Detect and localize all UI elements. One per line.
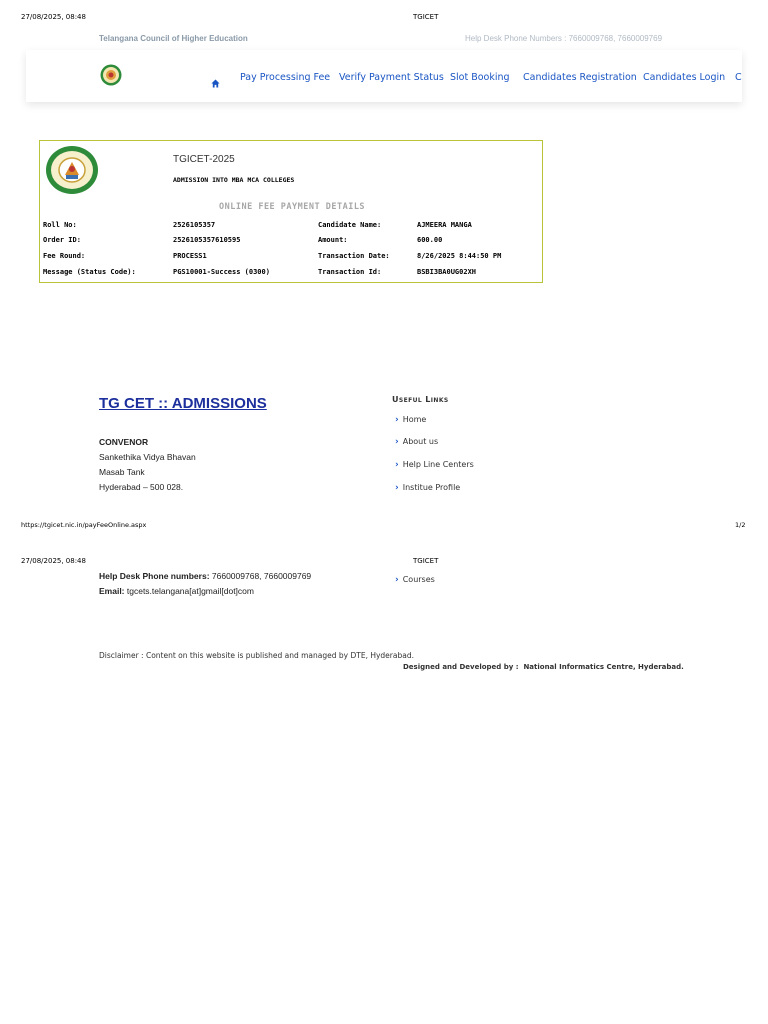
home-icon[interactable] <box>211 73 220 92</box>
label-candidate-name: Candidate Name: <box>318 221 382 229</box>
footer-link-institue-profile[interactable] <box>395 483 460 493</box>
value-order-id: 2526105357610595 <box>173 236 241 244</box>
value-transaction-date: 8/26/2025 8:44:50 PM <box>417 252 502 260</box>
chevron-right-icon: › <box>395 483 399 493</box>
convenor-label: CONVENOR <box>99 437 149 447</box>
value-status-message: PGS10001-Success (0300) <box>173 268 270 276</box>
print-title-page2: TGICET <box>413 557 439 565</box>
value-roll-no: 2526105357 <box>173 221 216 229</box>
useful-links-title: Useful Links <box>392 395 449 404</box>
email-value: tgcets.telangana[at]gmail[dot]com <box>124 586 254 596</box>
label-order-id: Order ID: <box>43 236 81 244</box>
nav-more-truncated[interactable]: C <box>735 72 742 83</box>
designed-by <box>403 663 684 671</box>
footer-brand-link[interactable]: TG CET :: ADMISSIONS <box>99 395 267 412</box>
chevron-right-icon: › <box>395 460 399 470</box>
designed-by-value[interactable]: National Informatics Centre, Hyderabad. <box>523 663 684 671</box>
helpdesk-label: Help Desk Phone numbers: <box>99 571 210 581</box>
label-transaction-id: Transaction Id: <box>318 268 382 276</box>
nav-slot-booking[interactable]: Slot Booking <box>450 72 510 83</box>
tgche-logo[interactable] <box>100 64 122 86</box>
print-datetime-page2: 27/08/2025, 08:48 <box>21 557 86 565</box>
chevron-right-icon: › <box>395 437 399 447</box>
label-roll-no: Roll No: <box>43 221 77 229</box>
footer-link-home[interactable] <box>395 415 426 425</box>
footer-link-helpline[interactable] <box>395 460 474 470</box>
designed-by-label: Designed and Developed by : <box>403 663 519 671</box>
footer-helpdesk <box>99 571 311 581</box>
nav-pay-processing-fee[interactable]: Pay Processing Fee <box>240 72 331 83</box>
helpdesk-numbers: Help Desk Phone Numbers : 7660009768, 7660009769 <box>465 34 663 43</box>
address-line-3: Hyderabad – 500 028. <box>99 482 184 492</box>
disclaimer-text: Disclaimer : Content on this website is published and managed by DTE, Hyderabad. <box>99 651 414 660</box>
footer-link-about[interactable] <box>395 437 438 447</box>
address-line-1: Sankethika Vidya Bhavan <box>99 452 196 462</box>
print-title: TGICET <box>413 13 439 21</box>
print-url: https://tgicet.nic.in/payFeeOnline.aspx <box>21 521 147 529</box>
footer-link-about-label: About us <box>402 437 439 446</box>
footer-link-courses-label: Courses <box>402 575 435 584</box>
chevron-right-icon: › <box>395 575 399 585</box>
label-status-message: Message (Status Code): <box>43 268 136 276</box>
value-fee-round: PROCESS1 <box>173 252 207 260</box>
nav-candidates-registration[interactable]: Candidates Registration <box>523 72 637 83</box>
admission-subtitle: ADMISSION INTO MBA MCA COLLEGES <box>173 176 295 184</box>
tgche-seal-logo <box>45 145 99 195</box>
print-page-number: 1/2 <box>735 521 746 529</box>
value-amount: 600.00 <box>417 236 443 244</box>
print-datetime: 27/08/2025, 08:48 <box>21 13 86 21</box>
footer-link-helpline-label: Help Line Centers <box>402 460 474 469</box>
label-transaction-date: Transaction Date: <box>318 252 390 260</box>
helpdesk-value: 7660009768, 7660009769 <box>209 571 312 581</box>
section-title: ONLINE FEE PAYMENT DETAILS <box>219 202 366 212</box>
footer-link-home-label: Home <box>402 415 427 424</box>
footer-link-institue-profile-label: Institue Profile <box>402 483 461 492</box>
label-amount: Amount: <box>318 236 348 244</box>
nav-verify-payment-status[interactable]: Verify Payment Status <box>339 72 444 83</box>
footer-email <box>99 586 254 596</box>
label-fee-round: Fee Round: <box>43 252 86 260</box>
address-line-2: Masab Tank <box>99 467 145 477</box>
exam-name: TGICET-2025 <box>173 154 235 165</box>
value-candidate-name: AJMEERA MANGA <box>417 221 472 229</box>
nav-candidates-login[interactable]: Candidates Login <box>643 72 726 83</box>
value-transaction-id: BSBI3BA0UG02XH <box>417 268 477 276</box>
footer-link-courses[interactable] <box>395 575 435 585</box>
org-name: Telangana Council of Higher Education <box>99 34 248 43</box>
chevron-right-icon: › <box>395 415 399 425</box>
email-label: Email: <box>99 586 125 596</box>
